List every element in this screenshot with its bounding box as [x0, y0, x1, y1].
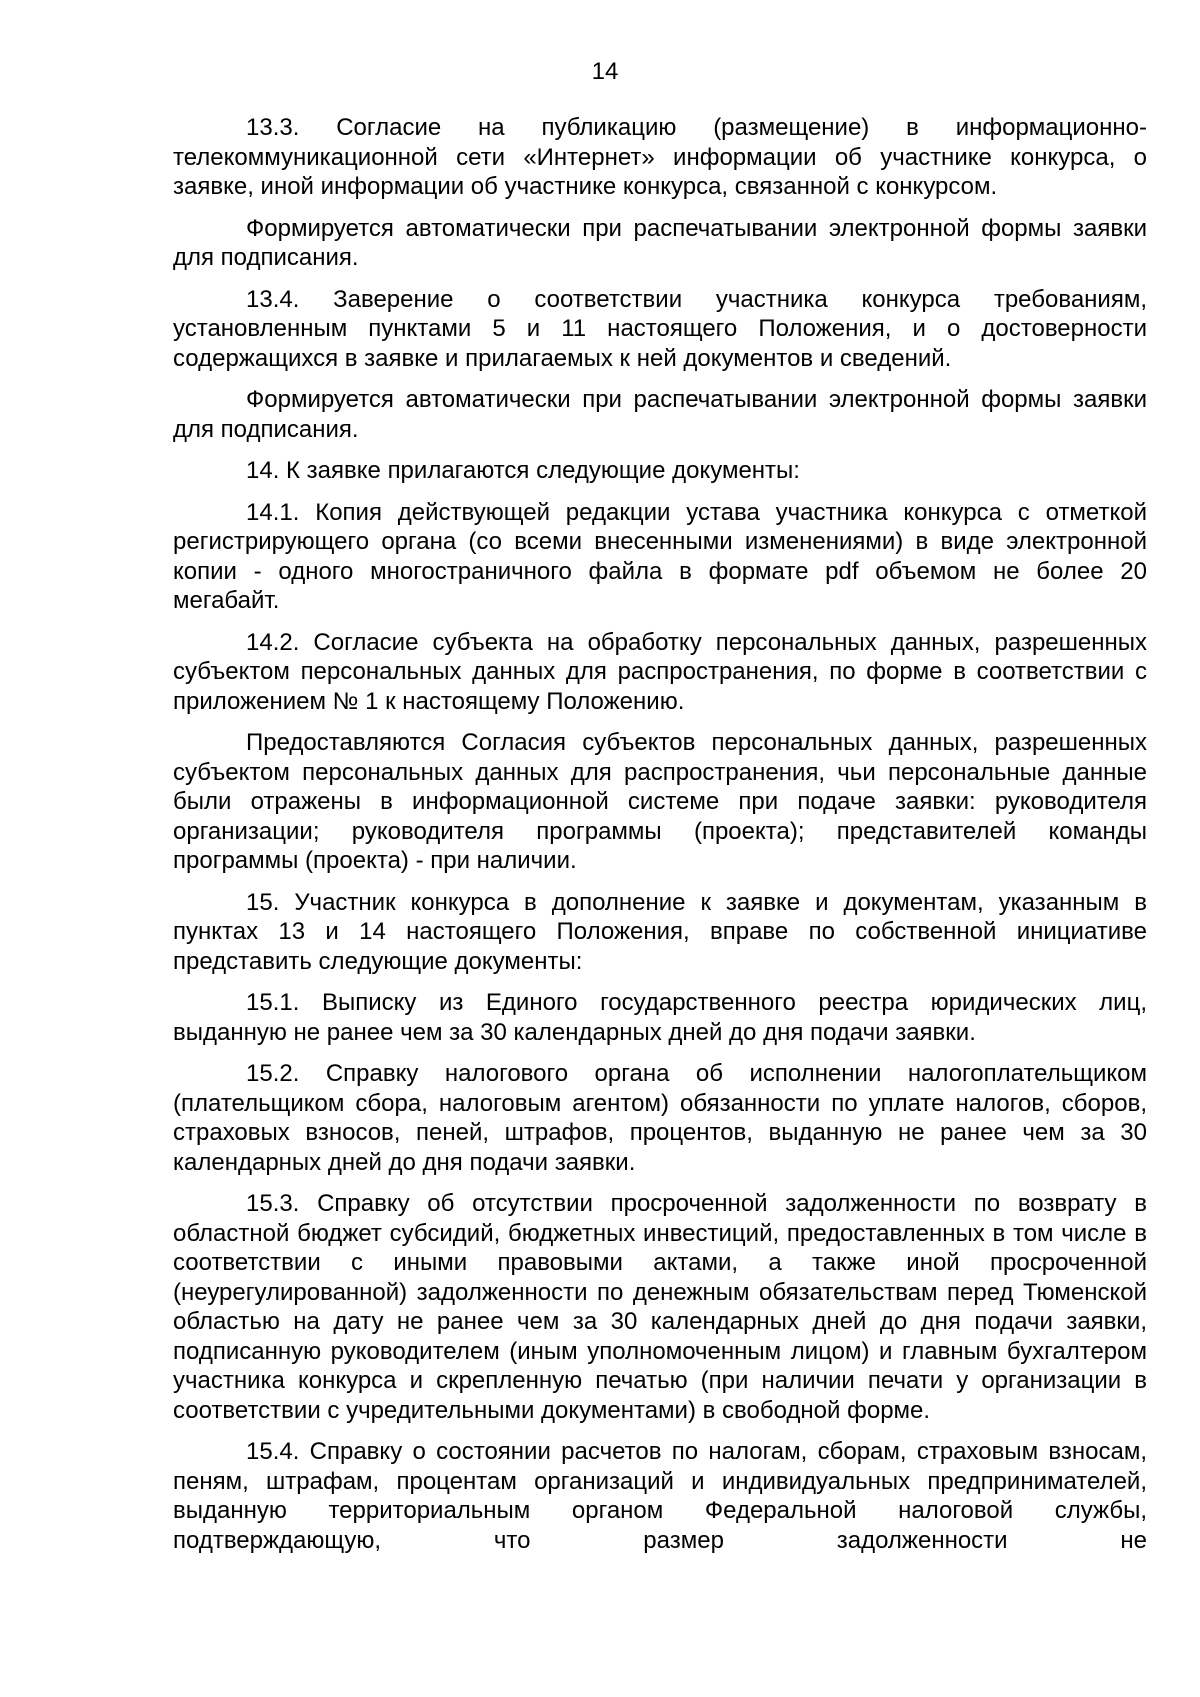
paragraph-14-2: 14.2. Согласие субъекта на обработку персональных данных, разрешенных субъектом персональных данных для распространения, по форме в соответствии с приложением № 1 к настоящему Положению.	[173, 628, 1147, 715]
paragraph-14-2-note: Предоставляются Согласия субъектов персональных данных, разрешенных субъектом персональных данных для распространения, чьи персональные данные были отражены в информационной системе при подаче заявки: руководителя организации; руководителя программы (проекта); представителей команды программы (проекта) - при наличии.	[173, 729, 1147, 874]
paragraph-13-4: 13.4. Заверение о соответствии участника конкурса требованиям, установленным пунктами 5 и 11 настоящего Положения, и о достоверности содержащихся в заявке и прилагаемых к ней документов и сведений.	[173, 285, 1147, 372]
paragraph-15-3: 15.3. Справку об отсутствии просроченной задолженности по возврату в областной бюджет субсидий, бюджетных инвестиций, предоставленных в том числе в соответствии с иными правовыми актами, а также иной просроченной (неурегулированной) задолженности по денежным обязательствам перед Тюменской областью на дату не ранее чем за 30 календарных дней до дня подачи заявки, подписанную руководителем (иным уполномоченным лицом) и главным бухгалтером участника конкурса и скрепленную печатью (при наличии печати у организации в соответствии с учредительными документами) в свободной форме.	[173, 1190, 1147, 1424]
paragraph-13-3-note: Формируется автоматически при распечатывании электронной формы заявки для подписания.	[173, 214, 1147, 271]
paragraph-14: 14. К заявке прилагаются следующие документы:	[246, 457, 800, 484]
paragraph-15-1: 15.1. Выписку из Единого государственного реестра юридических лиц, выданную не ранее чем за 30 календарных дней до дня подачи заявки.	[173, 989, 1147, 1046]
page-number: 14	[591, 58, 619, 85]
paragraph-15-4: 15.4. Справку о состоянии расчетов по налогам, сборам, страховым взносам, пеням, штрафам, процентам организаций и индивидуальных предпринимателей, выданную территориальным органом Федеральной налоговой службы, подтверждающую, что размер задолженности не	[173, 1438, 1147, 1554]
paragraph-13-4-note: Формируется автоматически при распечатывании электронной формы заявки для подписания.	[173, 386, 1147, 443]
paragraph-13-3: 13.3. Согласие на публикацию (размещение) в информационно-телекоммуникационной сети «Интернет» информации об участнике конкурса, о заявке, иной информации об участнике конкурса, связанной с конкурсом.	[173, 114, 1147, 200]
document-body	[173, 113, 1147, 1555]
paragraph-14-1: 14.1. Копия действующей редакции устава участника конкурса с отметкой регистрирующего органа (со всеми внесенными изменениями) в виде электронной копии - одного многостраничного файла в формате pdf объемом не более 20 мегабайт.	[173, 498, 1147, 614]
paragraph-15: 15. Участник конкурса в дополнение к заявке и документам, указанным в пунктах 13 и 14 настоящего Положения, вправе по собственной инициативе представить следующие документы:	[173, 888, 1147, 975]
paragraph-15-2: 15.2. Справку налогового органа об исполнении налогоплательщиком (плательщиком сбора, налоговым агентом) обязанности по уплате налогов, сборов, страховых взносов, пеней, штрафов, процентов, выданную не ранее чем за 30 календарных дней до дня подачи заявки.	[173, 1060, 1147, 1176]
